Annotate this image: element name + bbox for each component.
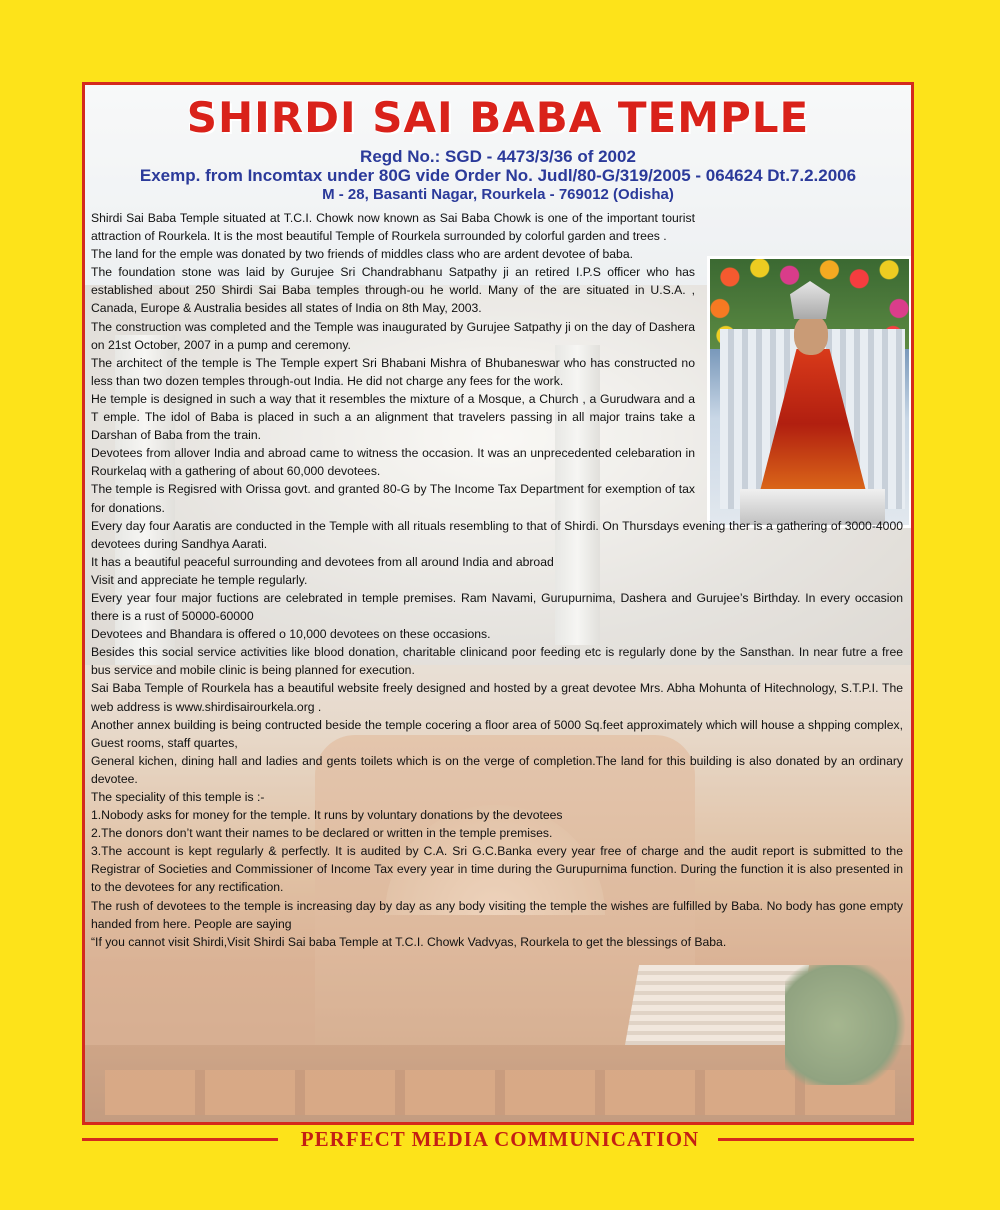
speciality-item: 1.Nobody asks for money for the temple. It runs by voluntary donations by the devotees xyxy=(91,808,563,823)
closing-quote: “If you cannot visit Shirdi,Visit Shirdi Sai baba Temple at T.C.I. Chowk Vadvyas, Rourkela to get the blessings of Baba. xyxy=(91,934,727,949)
poster-panel xyxy=(82,82,914,1125)
registration-number: Regd No.: SGD - 4473/3/36 of 2002 xyxy=(360,147,636,166)
paragraph: The temple is Regisred with Orissa govt. and granted 80-G by The Income Tax Department for exemption of tax for donations. xyxy=(91,482,695,515)
paragraph: Devotees and Bhandara is offered o 10,000 devotees on these occasions. xyxy=(91,627,491,642)
paragraph: He temple is designed in such a way that it resembles the mixture of a Mosque, a Church , a Gurudwara and a T emple. The idol of Baba is placed in such a an alignment that travelers passing in all major trains take a Darshan of Baba from the train. xyxy=(91,391,695,443)
article-body xyxy=(91,209,903,951)
page-title: SHIRDI SAI BABA TEMPLE xyxy=(186,93,810,142)
footer-credit: PERFECT MEDIA COMMUNICATION xyxy=(300,1127,700,1151)
paragraph: Devotees from allover India and abroad came to witness the occasion. It was an unprecedented celebaration in Rourkelaq with a gathering of about 60,000 devotees. xyxy=(91,446,695,479)
article-narrow-column xyxy=(91,209,695,517)
paragraph: The foundation stone was laid by Gurujee Sri Chandrabhanu Satpathy ji an retired I.P.S officer who has established about 250 Shirdi Sai Baba temples through-ou he world. Many of the are situated in U.S.A. , Canada, Europe & Australia besides all states of India on 8th May, 2003. xyxy=(91,265,695,316)
speciality-heading: The speciality of this temple is :- xyxy=(91,790,265,804)
paragraph: Shirdi Sai Baba Temple situated at T.C.I. Chowk now known as Sai Baba Chowk is one of the important tourist attraction of Rourkela. It is the most beautiful Temple of Rourkela surrounded by colorful garden and trees . xyxy=(91,211,695,244)
paragraph: The land for the emple was donated by two friends of middles class who are ardent devotee of baba. xyxy=(91,247,633,262)
paragraph: It has a beautiful peaceful surrounding and devotees from all around India and abroad xyxy=(91,554,554,569)
paragraph: Another annex building is being contructed beside the temple cocering a floor area of 5000 Sq.feet approximately which will house a shpping complex, Guest rooms, staff quartes, xyxy=(91,717,903,750)
website-paragraph: Sai Baba Temple of Rourkela has a beautiful website freely designed and hosted by a great devotee Mrs. Abha Mohunta of Hitechnology, S.T.P.I. The web address is www.shirdisairourkela.org . xyxy=(91,681,903,714)
tax-exemption: Exemp. from Incomtax under 80G vide Order No. Judl/80-G/319/2005 - 064624 Dt.7.2.2006 xyxy=(139,166,857,185)
paragraph: Visit and appreciate he temple regularly. xyxy=(91,572,308,587)
paragraph: The architect of the temple is The Temple expert Sri Bhabani Mishra of Bhubaneswar who has constructed no less than two dozen temples through-out India. He did not charge any fees for the work. xyxy=(91,355,695,388)
paragraph: The rush of devotees to the temple is increasing day by day as any body visiting the temple the wishes are fulfilled by Baba. No body has gone empty handed from here. People are saying xyxy=(91,898,903,931)
paragraph: Every year four major fuctions are celebrated in temple premises. Ram Navami, Gurupurnima, Dashera and Gurujee’s Birthday. In every occasion there is a rust of 50000-60000 xyxy=(91,590,903,624)
paragraph: Besides this social service activities like blood donation, charitable clinicand poor feeding etc is regularly done by the Sansthan. In near futre a free bus service and mobile clinic is being planned for execution. xyxy=(91,645,903,678)
address: M - 28, Basanti Nagar, Rourkela - 769012 (Odisha) xyxy=(322,186,674,203)
paragraph: The construction was completed and the Temple was inaugurated by Gurujee Satpathy ji on the day of Dashera on 21st October, 2007 in a pump and ceremony. xyxy=(91,319,695,352)
speciality-item: 2.The donors don’t want their names to be declared or written in the temple premises. xyxy=(91,826,553,841)
speciality-item: 3.The account is kept regularly & perfectly. It is audited by C.A. Sri G.C.Banka every year free of charge and the audit report is submitted to the Registrar of Societies and Commissioner of Income Tax every year in time during the Gurupurnima function. During the function it is also presented in to the devotees for any rectification. xyxy=(91,844,903,895)
paragraph: General kichen, dining hall and ladies and gents toilets which is on the verge of completion.The land for this building is also donated by an ordinary devotee. xyxy=(91,753,903,786)
paragraph: Every day four Aaratis are conducted in the Temple with all rituals resembling to that of Shirdi. On Thursdays evening ther is a gathering of 3000-4000 devotees during Sandhya Aarati. xyxy=(91,518,903,551)
